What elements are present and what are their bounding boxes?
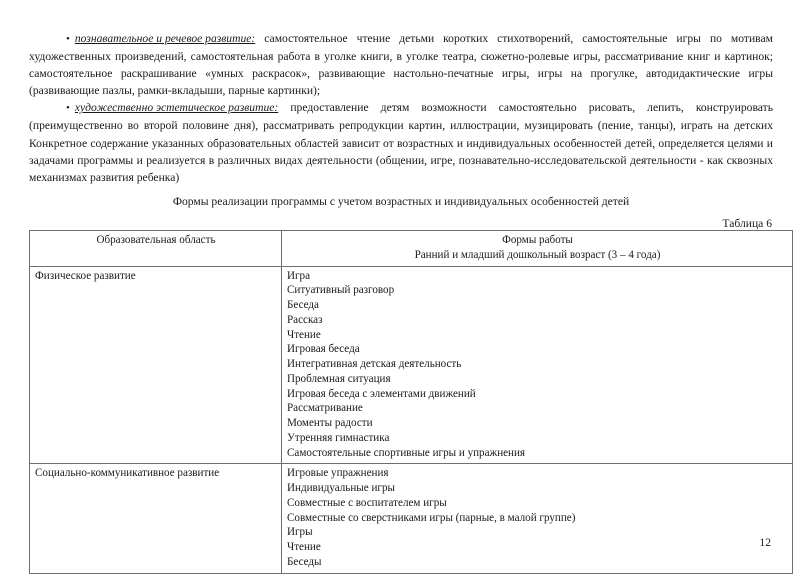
list-item: Чтение	[287, 541, 321, 553]
section-heading: Формы реализации программы с учетом возрастных и индивидуальных особенностей детей	[172, 195, 630, 208]
forms-of-implementation-table	[29, 230, 793, 574]
list-item: Игровые упражнения	[287, 467, 389, 480]
bullet-marker-2	[29, 99, 278, 117]
list-item: Индивидуальные игры	[287, 482, 395, 494]
list-item: Чтение	[287, 328, 321, 341]
table-header-forms-title: Формы работы	[502, 234, 573, 246]
list-item: Проблемная ситуация	[287, 372, 391, 385]
page-number: 12	[759, 536, 771, 549]
table-cell-area-physical-development: Физическое развитие	[30, 266, 282, 464]
list-item: Самостоятельные спортивные игры и упражнения	[287, 446, 526, 459]
list-item: Совместные со сверстниками игры (парные, в малой группе)	[287, 511, 576, 524]
paragraph-artistic-aesthetic-development	[29, 99, 773, 185]
table-row	[30, 266, 793, 464]
list-item: Беседа	[287, 299, 319, 311]
paragraph-body-2: предоставление детям возможности самостоятельно рисовать, лепить, конструировать (преимущественно во второй половине дня), рассматривать репродукции картин, иллюстрации, музицировать (пение, танцы), играть на детских Конкретное содержание указанных образовательных областей зависит от возрастных и индивидуальных особенностей детей, определяется целями и задачами программы и реализуется в различных видах деятельности (общении, игре, познавательно-исследовательской деятельности - как сквозных механизмах развития ребенка)	[29, 101, 773, 184]
table-cell-forms-physical-development	[282, 266, 793, 464]
forms-list-physical-development	[287, 269, 788, 461]
list-item: Игровая беседа с элементами движений	[287, 387, 476, 400]
body-text-block	[29, 30, 773, 186]
list-item: Ситуативный разговор	[287, 284, 395, 297]
list-item: Рассказ	[287, 313, 323, 326]
paragraph-lead-1: познавательное и речевое развитие:	[74, 32, 256, 45]
table-header-row	[30, 231, 793, 267]
list-item: Интегративная детская деятельность	[287, 358, 462, 370]
table-row	[30, 464, 793, 573]
table-header-age-group: Ранний и младший дошкольный возраст (3 – 4 года)	[414, 248, 661, 261]
list-item: Моменты радости	[287, 417, 373, 429]
list-item: Игры	[287, 526, 313, 539]
list-item: Рассматривание	[287, 402, 363, 415]
paragraph-body-1: самостоятельное чтение детьми коротких стихотворений, самостоятельные игры по мотивам художественных произведений, самостоятельная работа в уголке книги, в уголке театра, сюжетно-ролевые игры, рассматривание книг и картинок; самостоятельное раскрашивание «умных раскрасок», развивающие настольно-печатные игры, игры на прогулке, автодидактические игры (развивающие пазлы, рамки-вкладыши, парные картинки);	[29, 32, 773, 98]
bullet-marker-1	[29, 30, 255, 48]
list-item: Беседы	[287, 555, 322, 568]
table-caption: Таблица 6	[722, 217, 772, 230]
paragraph-lead-2: художественно эстетическое развитие:	[74, 101, 279, 115]
table-cell-forms-social-communicative-development	[282, 464, 793, 573]
list-item: Утренняя гимнастика	[287, 431, 390, 444]
list-item: Игра	[287, 269, 311, 282]
list-item: Игровая беседа	[287, 343, 360, 356]
list-item: Совместные с воспитателем игры	[287, 496, 447, 509]
table-header-educational-area: Образовательная область	[30, 231, 282, 267]
paragraph-cognitive-speech-development	[29, 30, 773, 99]
table-header-forms-of-work	[282, 231, 793, 267]
forms-list-social-communicative-development	[287, 466, 788, 569]
table-cell-area-social-communicative-development: Социально-коммуникативное развитие	[30, 464, 282, 573]
